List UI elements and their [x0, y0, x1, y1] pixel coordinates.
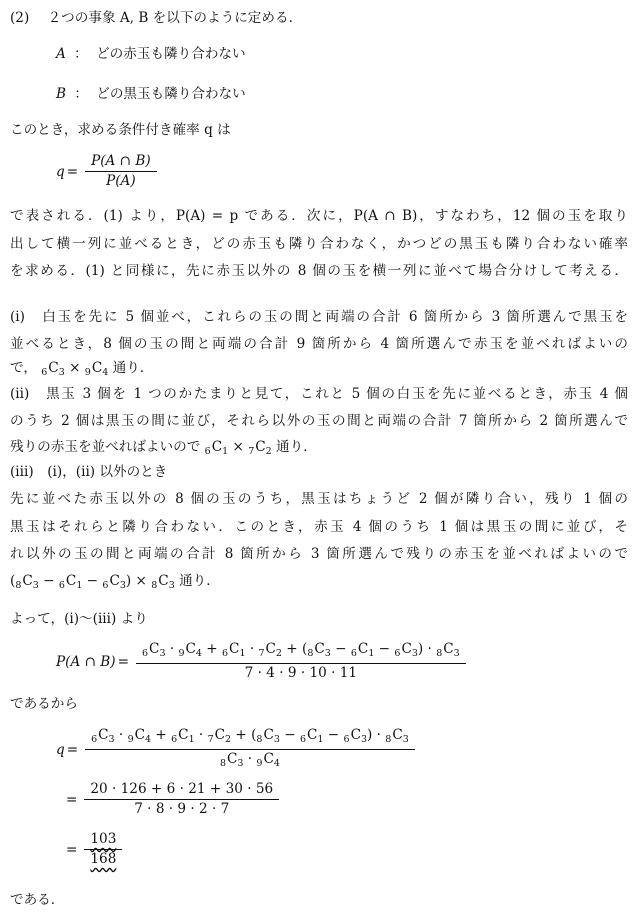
case-iii-line: 先に並べた赤玉以外の 8 個の玉のうち，黒玉はちょうど 2 個が隣り合い，残り 1 個の — [10, 491, 628, 507]
conditional-probability-formula — [56, 152, 158, 191]
fraction-numerator: P(A ∩ B) — [91, 153, 151, 169]
case-iii-line: れ以外の玉の間と両端の合計 8 箇所から 3 箇所選んで残りの赤玉を並べればよいので — [10, 546, 628, 562]
problem-number: (2) — [10, 10, 30, 26]
summary-line: よって，(i)〜(iii) より — [10, 611, 148, 627]
case-i-prefix: で， — [10, 360, 37, 376]
case-iii-suffix: 通り． — [179, 573, 220, 589]
case-i-result — [10, 358, 153, 383]
equals-sign: = — [66, 163, 79, 180]
equals-sign: = — [117, 653, 129, 670]
paragraph-line: を求める．(1) と同様に，先に赤玉以外の 8 個の玉を横一列に並べて場合分けして考える． — [10, 263, 628, 279]
case-iii-result — [10, 571, 220, 596]
fraction — [88, 726, 412, 773]
fraction — [139, 640, 463, 683]
case-iii-heading: (iii) (i)，(ii) 以外のとき — [10, 464, 168, 480]
answer-fraction — [87, 830, 119, 869]
case-iii-line: 黒玉はそれらと隣り合わない．このとき，赤玉 4 個のうち 1 個は黒玉の間に並び，そ — [10, 519, 628, 535]
case-ii-expression: $_6C_1 \times _7C_2$ — [204, 439, 272, 457]
case-i-suffix: 通り． — [112, 360, 154, 376]
fraction-numerator: 103 — [90, 831, 117, 847]
fraction-denominator: $_8C_3 \cdot _9C_4$ — [85, 749, 415, 773]
case-ii-prefix: 残りの赤玉を並べればよいので — [10, 439, 201, 455]
event-b-definition — [56, 84, 246, 104]
event-a-colon: ： — [74, 46, 88, 62]
fraction-denominator: 7 · 4 · 9 · 10 · 11 — [136, 663, 466, 683]
case-ii-line: (ii) 黒玉 3 個を 1 つのかたまりと見て，これと 5 個の白玉を先に並べるとき，赤玉 4 個 — [10, 386, 628, 402]
case-i-line: (i) 白玉を先に 5 個並べ，これらの玉の間と両端の合計 6 箇所から 3 箇所選んで黒玉を — [10, 309, 628, 325]
problem-statement: ２つの事象 A, B を以下のように定める． — [47, 10, 303, 26]
case-iii-expression: $(_8C_3 - _6C_1 - _6C_3) \times _8C_3$ — [10, 573, 175, 591]
case-i-expression: $_6C_3 \times _9C_4$ — [41, 360, 109, 378]
event-a-symbol: A — [56, 46, 66, 62]
case-ii-result — [10, 437, 317, 462]
paragraph-line: で表される．(1) より，P(A) = p である．次に，P(A ∩ B)，すなわち，12 個の玉を取り — [10, 208, 628, 224]
event-b-symbol: B — [56, 86, 66, 102]
fraction-denominator: 168 — [84, 849, 122, 869]
event-b-colon: ： — [74, 86, 88, 102]
q-formula — [56, 726, 416, 773]
equals-sign: = — [66, 741, 79, 758]
pab-formula — [56, 640, 467, 683]
case-ii-line: のうち 2 個は黒玉の間に並び，それら以外の玉の間と両端の合計 7 箇所から 2 箇所選んで — [10, 413, 628, 429]
case-i-line: 並べるとき，8 個の玉の間と両端の合計 9 箇所から 4 箇所選んで赤玉を並べればよいの — [10, 336, 628, 352]
fraction-numerator: $_6C_3 \cdot _9C_4 + _6C_1 \cdot _7C_2 + (_8C_3 - _6C_1 - _6C_3) \cdot _8C_3$ — [91, 727, 409, 745]
q-symbol: q — [56, 163, 65, 180]
q-symbol: q — [56, 741, 65, 758]
fraction-numerator: $_6C_3 \cdot _9C_4 + _6C_1 \cdot _7C_2 + (_8C_3 - _6C_1 - _6C_3) \cdot _8C_3$ — [141, 641, 460, 659]
pab-lhs: P(A ∩ B) — [56, 653, 116, 670]
case-ii-suffix: 通り． — [276, 439, 317, 455]
equals-sign: = — [66, 791, 78, 808]
event-a-text: どの赤玉も隣り合わない — [96, 46, 246, 62]
paragraph-line: 出して横一列に並べるとき，どの赤玉も隣り合わなく，かつどの黒玉も隣り合わない確率 — [10, 236, 628, 252]
fraction-denominator: P(A) — [85, 171, 157, 191]
fraction-numerator: 20 · 126 + 6 · 21 + 30 · 56 — [90, 781, 274, 797]
fraction — [88, 152, 154, 191]
equals-sign: = — [66, 841, 78, 858]
q-step-2 — [64, 780, 280, 819]
event-a-definition — [56, 44, 246, 64]
closing-line: である． — [10, 892, 65, 908]
transition-line: であるから — [10, 696, 78, 712]
fraction — [87, 780, 276, 819]
intro-line: このとき，求める条件付き確率 q は — [10, 122, 231, 138]
fraction-denominator: 7 · 8 · 9 · 2 · 7 — [84, 799, 279, 819]
event-b-text: どの黒玉も隣り合わない — [96, 86, 246, 102]
q-answer — [64, 830, 123, 869]
problem-header — [10, 8, 302, 28]
